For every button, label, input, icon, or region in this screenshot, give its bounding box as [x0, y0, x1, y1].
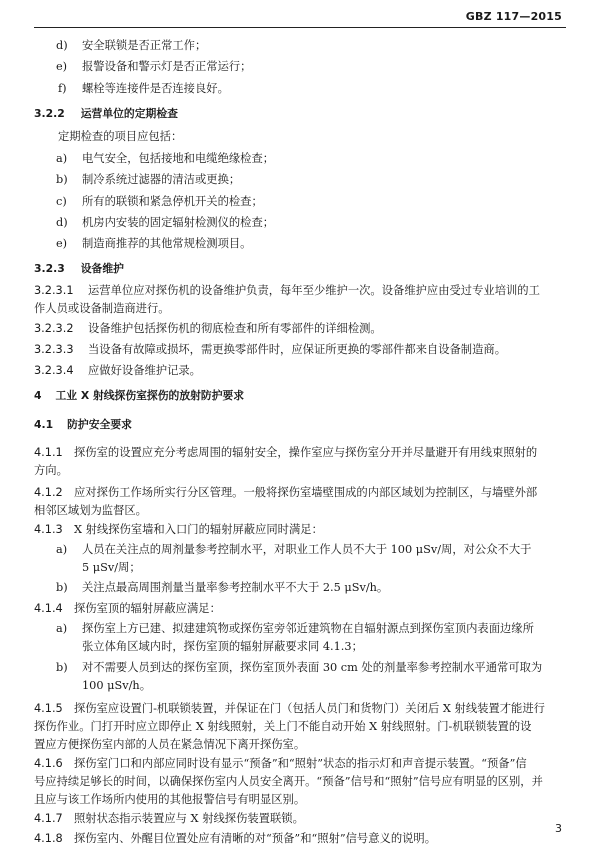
list-item: b) 制冷系统过滤器的清洁或更换；: [56, 173, 241, 186]
list-item: c) 所有的联锁和紧急停机开关的检查；: [56, 195, 263, 208]
clause-continuation: 相邻区域划为监督区。: [34, 504, 147, 517]
clause-4-1-5: 4.1.5 探伤室应设置门-机联锁装置，并保证在门（包括人员门和货物门）关闭后 X 射线装置才能进行: [34, 702, 545, 715]
list-item: a) 人员在关注点的周剂量参考控制水平，对职业工作人员不大于 100 μSv/周，对公众不大于: [56, 543, 532, 556]
clause-4-1-8: 4.1.8 探伤室内、外醒目位置处应有清晰的对“预备”和“照射”信号意义的说明。: [34, 832, 437, 845]
list-item-continuation: 100 μSv/h。: [82, 679, 151, 692]
clause-continuation: 置应方便探伤室内部的人员在紧急情况下离开探伤室。: [34, 738, 306, 751]
clause-4-1-2: 4.1.2 应对探伤工作场所实行分区管理。一般将探伤室墙壁围成的内部区域划为控制区，与墙壁外部: [34, 486, 538, 499]
clause-continuation: 方向。: [34, 464, 68, 477]
clause-4-1-4: 4.1.4 探伤室顶的辐射屏蔽应满足：: [34, 602, 221, 615]
clause-4-1-3: 4.1.3 X 射线探伤室墙和入口门的辐射屏蔽应同时满足：: [34, 523, 323, 536]
document-code: GBZ 117—2015: [465, 10, 562, 23]
list-item: f) 螺栓等连接件是否连接良好。: [58, 82, 229, 95]
page-number: 3: [555, 822, 562, 835]
clause-4-1-7: 4.1.7 照射状态指示装置应与 X 射线探伤装置联锁。: [34, 812, 304, 825]
list-item: b) 关注点最高周围剂量当量率参考控制水平不大于 2.5 μSv/h。: [56, 581, 389, 594]
list-item-continuation: 张立体角区域内时，探伤室顶的辐射屏蔽要求同 4.1.3；: [82, 640, 363, 653]
section-heading-3-2-3: 3.2.3 设备维护: [34, 262, 124, 275]
list-item: e) 制造商推荐的其他常规检测项目。: [56, 237, 252, 250]
list-item: a) 探伤室上方已建、拟建建筑物或探伤室旁邻近建筑物在自辐射源点到探伤室顶内表面边缘所: [56, 622, 534, 635]
clause-continuation: 号应持续足够长的时间，以确保探伤室内人员安全离开。“预备”信号和“照射”信号应有明显的区别，并: [34, 775, 543, 788]
clause-3-2-3-3: 3.2.3.3 当设备有故障或损坏，需更换零部件时，应保证所更换的零部件都来自设备制造商。: [34, 343, 506, 356]
list-item: b) 对不需要人员到达的探伤室顶，探伤室顶外表面 30 cm 处的剂量率参考控制水平通常可取为: [56, 661, 543, 674]
section-heading-4-1: 4.1 防护安全要求: [34, 418, 132, 431]
header-rule: [34, 27, 566, 28]
clause-3-2-3-1: 3.2.3.1 运营单位应对探伤机的设备维护负责，每年至少维护一次。设备维护应由受过专业培训的工: [34, 284, 540, 297]
chapter-heading-4: 4 工业 X 射线探伤室探伤的放射防护要求: [34, 389, 245, 402]
clause-3-2-3-2: 3.2.3.2 设备维护包括探伤机的彻底检查和所有零部件的详细检测。: [34, 322, 382, 335]
clause-4-1-6: 4.1.6 探伤室门口和内部应同时设有显示“预备”和“照射”状态的指示灯和声音提示装置。“预备”信: [34, 757, 527, 770]
clause-continuation: 且应与该工作场所内使用的其他报警信号有明显区别。: [34, 793, 306, 806]
list-item: e) 报警设备和警示灯是否正常运行；: [56, 60, 252, 73]
section-heading-3-2-2: 3.2.2 运营单位的定期检查: [34, 107, 178, 120]
list-item: d) 机房内安装的固定辐射检测仪的检查；: [56, 216, 275, 229]
clause-continuation: 作人员或设备制造商进行。: [34, 302, 170, 315]
list-item: d) 安全联锁是否正常工作；: [56, 39, 207, 52]
list-item-continuation: 5 μSv/周；: [82, 561, 141, 574]
clause-continuation: 探伤作业。门打开时应立即停止 X 射线照射，关上门不能自动开始 X 射线照射。门-机联锁装置的设: [34, 720, 532, 733]
clause-3-2-3-4: 3.2.3.4 应做好设备维护记录。: [34, 364, 201, 377]
list-item: a) 电气安全，包括接地和电缆绝缘检查；: [56, 152, 275, 165]
paragraph: 定期检查的项目应包括：: [58, 130, 183, 143]
clause-4-1-1: 4.1.1 探伤室的设置应充分考虑周围的辐射安全，操作室应与探伤室分开并尽量避开有用线束照射的: [34, 446, 538, 459]
